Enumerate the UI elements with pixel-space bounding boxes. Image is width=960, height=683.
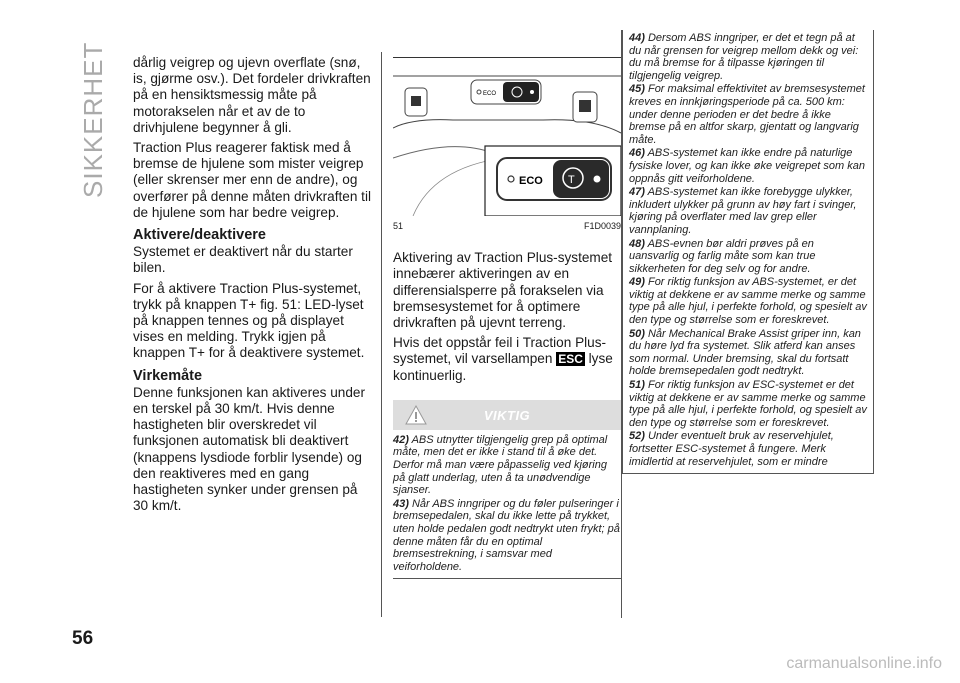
section-title: SIKKERHET [78,41,108,198]
column-2 [393,57,621,579]
heading-virkemate: Virkemåte [133,367,203,384]
figure-code: F1D0039 [583,221,621,231]
footer-watermark: carmanualsonline.info [786,655,942,672]
paragraph: Systemet er deaktivert når du starter bilen. [133,244,353,276]
heading-aktivere: Aktivere/deaktivere [133,227,266,244]
seat-heater-icon [411,96,421,106]
svg-text:T: T [568,174,575,186]
warning-box [393,400,621,580]
notes-box [622,30,874,474]
note-item: 42) ABS utnytter tilgjengelig grep på optimal måte, men det er ikke i stand til å øke det. Derfor må man være påpasselig ved kjøring på glatt underlag, uten å ta unødvendige sjanser. [393,433,608,497]
note-item: 50) Når Mechanical Brake Assist griper inn, kan du høre lyd fra systemet. Slik atferd kan anses som normal. Under bremsing, skal du fortsatt holde bremsepedalen godt nedtrykt. [629,327,861,378]
note-item: 45) For maksimal effektivitet av bremsesystemet kreves en innkjøringsperiode på ca. 500 km: under denne perioden er det bedre å ikke bremse på en altfor skarp, gjentatt og langvarig måte. [629,83,865,146]
svg-text:ECO: ECO [483,91,497,97]
figure-51 [393,57,621,216]
text-fragment: lyse kontinuerlig. [393,351,613,383]
paragraph: dårlig veigrep og ujevn overflate (snø, is, gjørme osv.). Det fordeler drivkraften på en hensiktsmessig måte på motorakselen når et av de to drivhjulene begynner å gli. [133,55,371,135]
page-number: 56 [72,628,94,649]
text-fragment: Hvis det oppstår feil i Traction Plus-systemet, vil varsellampen [393,335,607,367]
figure-number: 51 [393,221,404,231]
paragraph [393,335,621,384]
paragraph: Traction Plus reagerer faktisk med å bremse de hjulene som mister veigrep (eller skrenser mer enn de andre), og overfører på denne måten drivkraften til de hjulene som har bedre veigrep. [133,140,372,220]
column-1 [133,55,373,518]
note-item: 43) Når ABS inngriper og du føler pulseringer i bremsepedalen, skal du ikke lette på trykket, uten holde pedalen godt nedtrykt uten frykt; på denne måten får du en optimal bremsestrekning, i samsvar med veiforholdene. [393,497,620,573]
note-item: 48) ABS-evnen bør aldri prøves på en uansvarlig og farlig måte som kan true sikkerheten for deg selv og for andre. [629,237,816,275]
column-divider [381,52,382,617]
paragraph: Denne funksjonen kan aktiveres under en terskel på 30 km/t. Hvis denne hastigheten blir overskredet vil funksjonen automatisk bli deaktivert (knappens lysdiode forblir lysende) og den reaktiveres med en gang hastigheten synker under grensen på 30 km/t. [133,384,365,514]
warning-notes [393,430,621,579]
figure-caption [393,218,621,234]
note-item: 44) Dersom ABS inngriper, er det et tegn på at du når grensen for veigrep mellom dekk og vei: du må bremse for å tilpasse kjøringen til tilgjengelig veigrep. [629,32,859,82]
seat-heater-icon [579,100,591,112]
note-item: 46) ABS-systemet kan ikke endre på naturlige fysiske lover, og kan ikke øke veigrepet som kan oppnås gitt veiforholdene. [629,147,865,185]
warning-header [393,400,621,430]
dashboard-illustration [393,58,621,216]
warning-title: VIKTIG [483,407,531,423]
note-item: 49) For riktig funksjon av ABS-systemet, er det viktig at dekkene er av samme merke og samme type på alle hjul, i perfekte forhold, og spesielt av den type og størrelse som er foreskrevet. [629,276,867,327]
paragraph: For å aktivere Traction Plus-systemet, trykk på knappen T+ fig. 51: LED-lyset på knappen tennes og på displayet vises en melding. Trykk igjen på knappen T+ for å deaktivere systemet. [133,280,365,361]
note-item: 51) For riktig funksjon av ESC-systemet er det viktig at dekkene er av samme merke og samme type på alle hjul, i perfekte forhold, og spesielt av den type og størrelse som er foreskrevet. [629,379,867,429]
column-3 [622,30,874,474]
eco-label: ECO [519,175,543,187]
esc-warning-lamp-icon: ESC [558,352,583,367]
paragraph: Aktivering av Traction Plus-systemet innebærer aktiveringen av en differensialsperre på forakselen via bremsesystemet for å optimere drivkraften på ujevnt terreng. [393,250,613,331]
led-indicator-icon [594,176,601,183]
note-item: 52) Under eventuelt bruk av reservehjulet, fortsetter ESC-systemet å fungere. Merk imidlertid at reservehjulet, som er mindre [629,430,834,468]
note-item: 47) ABS-systemet kan ikke forebygge ulykker, inkludert ulykker på grunn av høy fart i svinger, kjøring på overflater med lav grep eller vannplaning. [629,186,857,236]
